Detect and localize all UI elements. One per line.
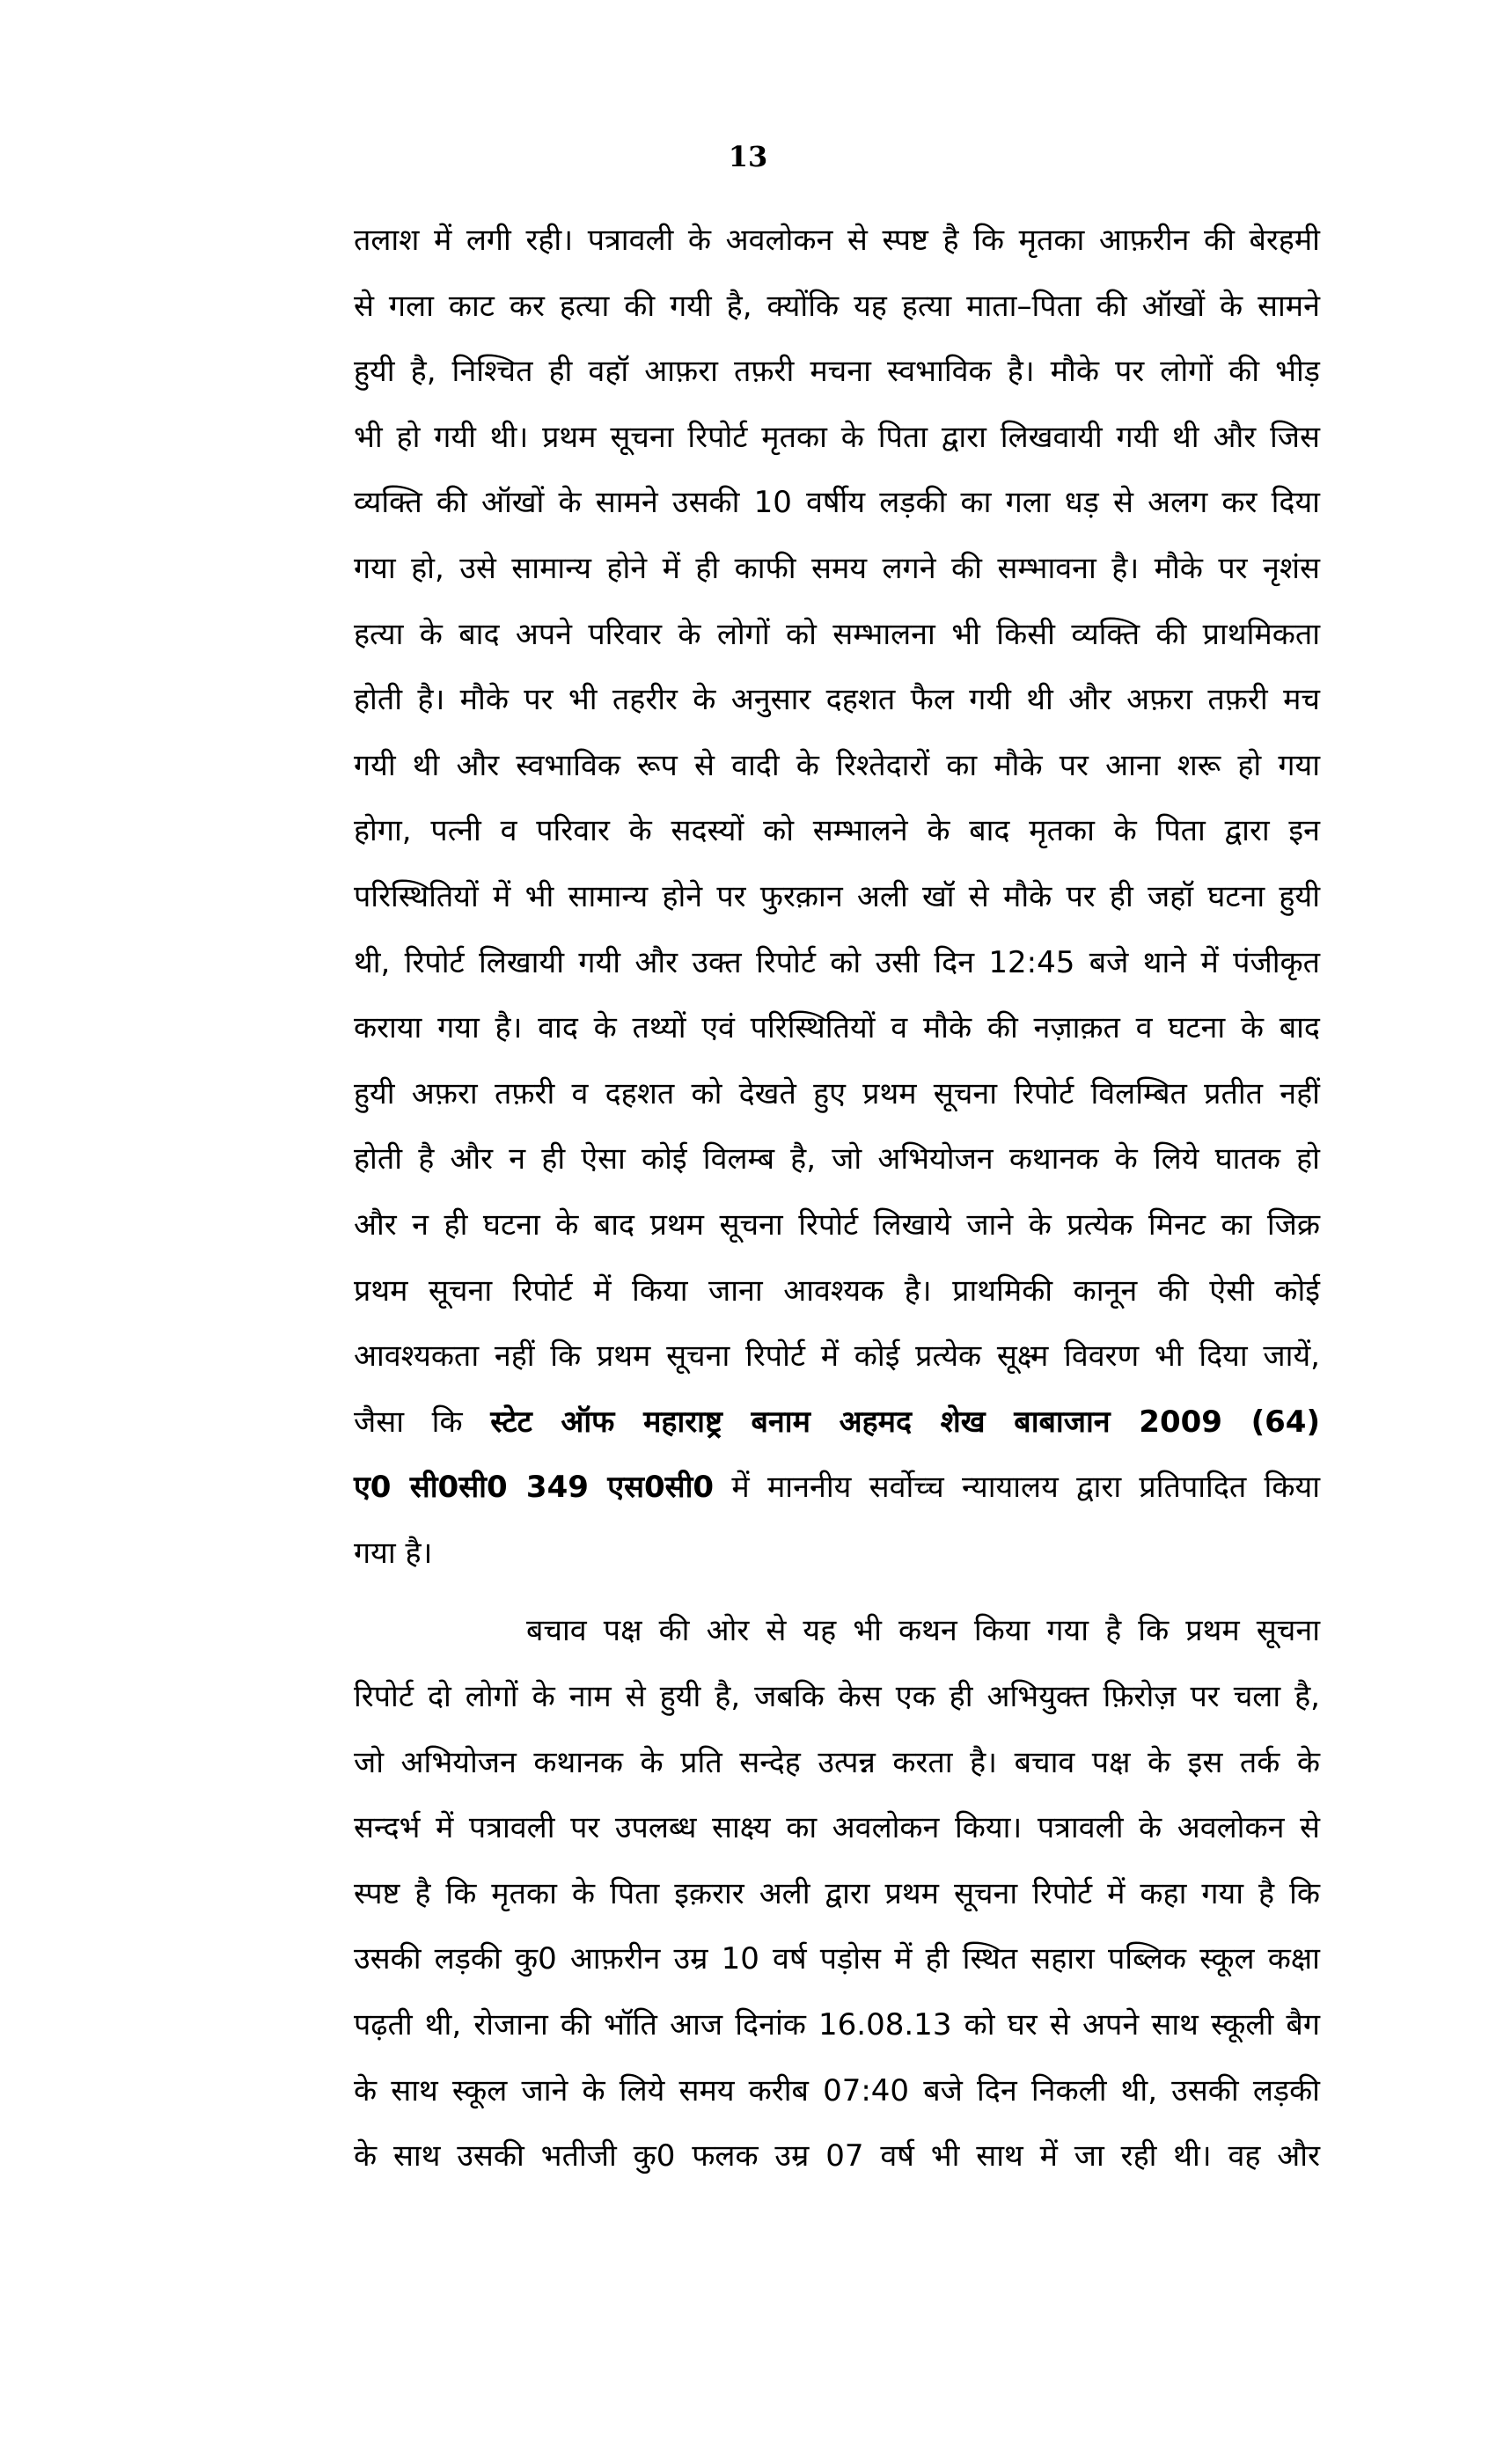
text-line: स्पष्ट है कि मृतका के पिता इक़रार अली द्वारा प्रथम सूचना रिपोर्ट में कहा गया है कि [354,1875,1320,1911]
text-line: और न ही घटना के बाद प्रथम सूचना रिपोर्ट लिखाये जाने के प्रत्येक मिनट का जिक्र [354,1206,1320,1243]
text-line: होगा, पत्नी व परिवार के सदस्यों को सम्भालने के बाद मृतका के पिता द्वारा इन [354,813,1320,849]
text-line: होती है। मौके पर भी तहरीर के अनुसार दहशत फैल गयी थी और अफ़रा तफ़री मच [354,682,1320,718]
text-line: तलाश में लगी रही। पत्रावली के अवलोकन से स्पष्ट है कि मृतका आफ़रीन की बेरहमी [354,223,1320,258]
body-text [354,208,1320,2189]
text-line: होती है और न ही ऐसा कोई विलम्ब है, जो अभियोजन कथानक के लिये घातक हो [354,1141,1320,1177]
text-line: पढ़ती थी, रोजाना की भॉति आज दिनांक 16.08.13 को घर से अपने साथ स्कूली बैग [354,2007,1320,2043]
citation-line [354,1390,1320,1456]
citation-suffix: में माननीय सर्वोच्च न्यायालय द्वारा प्रतिपादित किया [714,1470,1321,1506]
text-line: हुयी अफ़रा तफ़री व दहशत को देखते हुए प्रथम सूचना रिपोर्ट विलम्बित प्रतीत नहीं [354,1075,1320,1111]
text-line: भी हो गयी थी। प्रथम सूचना रिपोर्ट मृतका के पिता द्वारा लिखवायी गयी थी और जिस [354,419,1320,455]
text-line: प्रथम सूचना रिपोर्ट में किया जाना आवश्यक है। प्राथमिकी कानून की ऐसी कोई [354,1272,1320,1309]
citation-line [354,1455,1320,1521]
text-line: गया हो, उसे सामान्य होने में ही काफी समय लगने की सम्भावना है। मौके पर नृशंस [354,550,1320,586]
text-line: व्यक्ति की ऑखों के सामने उसकी 10 वर्षीय लड़की का गला धड़ से अलग कर दिया [354,485,1320,521]
text-line: हत्या के बाद अपने परिवार के लोगों को सम्भालना भी किसी व्यक्ति की प्राथमिकता [354,616,1320,652]
paragraph-2 [354,1598,1320,2189]
text-line: गयी थी और स्वभाविक रूप से वादी के रिश्तेदारों का मौके पर आना शरू हो गया [354,747,1320,783]
text-line: के साथ उसकी भतीजी कु0 फलक उम्र 07 वर्ष भी साथ में जा रही थी। वह और [354,2138,1320,2174]
text-line: रिपोर्ट दो लोगों के नाम से हुयी है, जबकि केस एक ही अभियुक्त फ़िरोज़ पर चला है, [354,1679,1320,1715]
text-line: से गला काट कर हत्या की गयी है, क्योंकि यह हत्या माता–पिता की ऑखों के सामने [354,288,1320,324]
text-line: सन्दर्भ में पत्रावली पर उपलब्ध साक्ष्य का अवलोकन किया। पत्रावली के अवलोकन से [354,1810,1320,1846]
page-number: 13 [728,140,768,173]
text-line: कराया गया है। वाद के तथ्यों एवं परिस्थितियों व मौके की नज़ाक़त व घटना के बाद [354,1010,1320,1046]
text-line: परिस्थितियों में भी सामान्य होने पर फुरक़ान अली खॉ से मौके पर ही जहॉ घटना हुयी [354,878,1320,914]
case-citation-reference: ए0 सी0सी0 349 एस0सी0 [354,1470,715,1506]
text-line: हुयी है, निश्चित ही वहॉ आफ़रा तफ़री मचना स्वभाविक है। मौके पर लोगों की भीड़ [354,354,1320,390]
text-line: उसकी लड़की कु0 आफ़रीन उम्र 10 वर्ष पड़ोस में ही स्थित सहारा पब्लिक स्कूल कक्षा [354,1941,1320,1977]
text-line: जो अभियोजन कथानक के प्रति सन्देह उत्पन्न करता है। बचाव पक्ष के इस तर्क के [354,1744,1320,1780]
text-line: के साथ स्कूल जाने के लिये समय करीब 07:40 बजे दिन निकली थी, उसकी लड़की [354,2072,1320,2108]
citation-prefix: जैसा कि [354,1404,491,1440]
text-line: आवश्यकता नहीं कि प्रथम सूचना रिपोर्ट में कोई प्रत्येक सूक्ष्म विवरण भी दिया जायें, [354,1338,1320,1375]
text-line: थी, रिपोर्ट लिखायी गयी और उक्त रिपोर्ट को उसी दिन 12:45 बजे थाने में पंजीकृत [354,944,1320,980]
text-line: गया है। [354,1535,433,1571]
paragraph-1 [354,208,1320,1586]
text-line: बचाव पक्ष की ओर से यह भी कथन किया गया है कि प्रथम सूचना [526,1613,1320,1649]
case-citation: स्टेट ऑफ महाराष्ट्र बनाम अहमद शेख बाबाजान 2009 (64) [490,1404,1320,1440]
